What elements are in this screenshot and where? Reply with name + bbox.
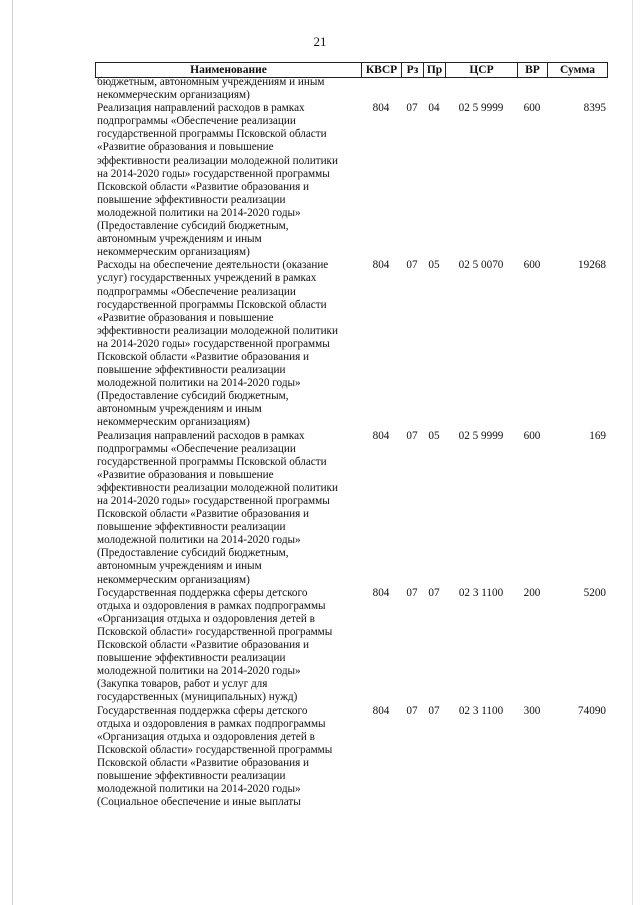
- table-body-text: [97, 76, 357, 809]
- header-pr: Пр: [424, 63, 446, 78]
- name-line: государственных (муниципальных) нужд): [97, 691, 298, 704]
- cell-rz: 07: [406, 102, 418, 115]
- cell-kvsr: 804: [372, 259, 390, 272]
- name-line: повышение эффективности реализации: [97, 193, 286, 206]
- name-line: Псковской области «Развитие образования и: [97, 756, 310, 769]
- name-line: повышение эффективности реализации: [97, 521, 286, 534]
- cell-kvsr: 804: [372, 102, 390, 115]
- cell-vr: 600: [523, 102, 541, 115]
- name-line: Государственная поддержка сферы детского: [97, 586, 308, 599]
- name-line: подпрограммы «Обеспечение реализации: [97, 285, 296, 298]
- name-line: автономным учреждениям и иным: [97, 403, 262, 416]
- name-line: «Организация отдыха и оздоровления детей в: [97, 730, 315, 743]
- name-line: на 2014-2020 годы» государственной программы: [97, 167, 330, 180]
- name-line: подпрограммы «Обеспечение реализации: [97, 115, 296, 128]
- name-line: повышение эффективности реализации: [97, 652, 286, 665]
- name-line: Псковской области «Развитие образования и: [97, 180, 310, 193]
- name-line: эффективности реализации молодежной политики: [97, 481, 338, 494]
- scan-edge-left: [12, 0, 13, 905]
- header-vr: ВР: [518, 63, 548, 78]
- cell-kvsr: 804: [372, 586, 390, 599]
- name-line: на 2014-2020 годы» государственной программы: [97, 495, 330, 507]
- scan-edge-right: [632, 0, 633, 905]
- name-line: молодежной политики на 2014-2020 годы»: [97, 534, 301, 547]
- name-line: «Развитие образования и повышение: [97, 468, 274, 481]
- name-line: государственной программы Псковской области: [97, 128, 327, 141]
- name-line: некоммерческим организациям): [97, 246, 250, 259]
- name-line: автономным учреждениям и иным: [97, 233, 262, 246]
- header-kvsr: КВСР: [362, 63, 402, 78]
- cell-vr: 300: [523, 704, 541, 717]
- name-line: эффективности реализации молодежной политики: [97, 324, 338, 337]
- header-sum: Сумма: [548, 63, 608, 78]
- name-line: Псковской области «Развитие образования и: [97, 639, 310, 652]
- name-line: бюджетным, автономным учреждениям и иным: [97, 76, 325, 88]
- cell-vr: 600: [523, 429, 541, 442]
- header-name: Наименование: [96, 63, 362, 78]
- name-line: некоммерческим организациям): [97, 416, 250, 429]
- name-line: услуг) государственных учреждений в рамках: [97, 272, 317, 285]
- name-line: «Развитие образования и повышение: [97, 141, 274, 154]
- name-line: «Развитие образования и повышение: [97, 311, 274, 324]
- name-line: (Социальное обеспечение и иные выплаты: [97, 796, 301, 809]
- name-line: некоммерческим организациям): [97, 573, 250, 586]
- name-line: «Организация отдыха и оздоровления детей в: [97, 612, 315, 625]
- name-line: Государственная поддержка сферы детского: [97, 704, 308, 717]
- cell-pr: 05: [428, 259, 440, 272]
- cell-csr: 02 5 0070: [458, 259, 504, 272]
- name-line: повышение эффективности реализации: [97, 364, 286, 377]
- name-line: отдыха и оздоровления в рамках подпрограммы: [97, 717, 326, 730]
- cell-pr: 07: [428, 586, 440, 599]
- name-line: государственной программы Псковской области: [97, 298, 327, 311]
- cell-kvsr: 804: [372, 704, 390, 717]
- name-line: молодежной политики на 2014-2020 годы»: [97, 377, 301, 390]
- name-line: Реализация направлений расходов в рамках: [97, 102, 305, 115]
- cell-csr: 02 3 1100: [458, 704, 504, 717]
- cell-sum: 74090: [578, 704, 606, 717]
- cell-rz: 07: [406, 704, 418, 717]
- cell-vr: 600: [523, 259, 541, 272]
- cell-sum: 19268: [578, 259, 606, 272]
- cell-rz: 07: [406, 586, 418, 599]
- name-line: Реализация направлений расходов в рамках: [97, 429, 305, 442]
- cell-csr: 02 5 9999: [458, 102, 504, 115]
- name-line: молодежной политики на 2014-2020 годы»: [97, 665, 301, 678]
- cell-kvsr: 804: [372, 429, 390, 442]
- cell-csr: 02 3 1100: [458, 586, 504, 599]
- cell-csr: 02 5 9999: [458, 429, 504, 442]
- cell-pr: 04: [428, 102, 440, 115]
- cell-sum: 169: [589, 429, 606, 442]
- cell-pr: 05: [428, 429, 440, 442]
- name-line: подпрограммы «Обеспечение реализации: [97, 442, 296, 455]
- name-line: Псковской области «Развитие образования и: [97, 508, 310, 521]
- name-line: эффективности реализации молодежной политики: [97, 154, 338, 167]
- page-number: 21: [313, 34, 327, 49]
- name-line: государственной программы Псковской области: [97, 455, 327, 468]
- cell-pr: 07: [428, 704, 440, 717]
- name-line: (Предоставление субсидий бюджетным,: [97, 390, 289, 403]
- cell-rz: 07: [406, 259, 418, 272]
- name-line: Псковской области» государственной программы: [97, 743, 333, 756]
- cell-vr: 200: [523, 586, 541, 599]
- name-line: (Предоставление субсидий бюджетным,: [97, 547, 289, 560]
- name-line: (Предоставление субсидий бюджетным,: [97, 220, 289, 233]
- name-line: некоммерческим организациям): [97, 89, 250, 102]
- header-csr: ЦСР: [446, 63, 518, 78]
- name-line: автономным учреждениям и иным: [97, 560, 262, 573]
- name-line: молодежной политики на 2014-2020 годы»: [97, 206, 301, 219]
- name-line: Псковской области «Развитие образования и: [97, 350, 310, 363]
- name-line: повышение эффективности реализации: [97, 769, 286, 782]
- name-line: на 2014-2020 годы» государственной программы: [97, 337, 330, 350]
- name-line: отдыха и оздоровления в рамках подпрограммы: [97, 599, 326, 612]
- header-rz: Рз: [402, 63, 424, 78]
- name-line: Расходы на обеспечение деятельности (оказание: [97, 259, 329, 272]
- cell-sum: 8395: [583, 102, 606, 115]
- cell-rz: 07: [406, 429, 418, 442]
- name-line: (Закупка товаров, работ и услуг для: [97, 678, 268, 691]
- name-line: молодежной политики на 2014-2020 годы»: [97, 783, 301, 796]
- name-line: Псковской области» государственной программы: [97, 625, 333, 638]
- cell-sum: 5200: [583, 586, 606, 599]
